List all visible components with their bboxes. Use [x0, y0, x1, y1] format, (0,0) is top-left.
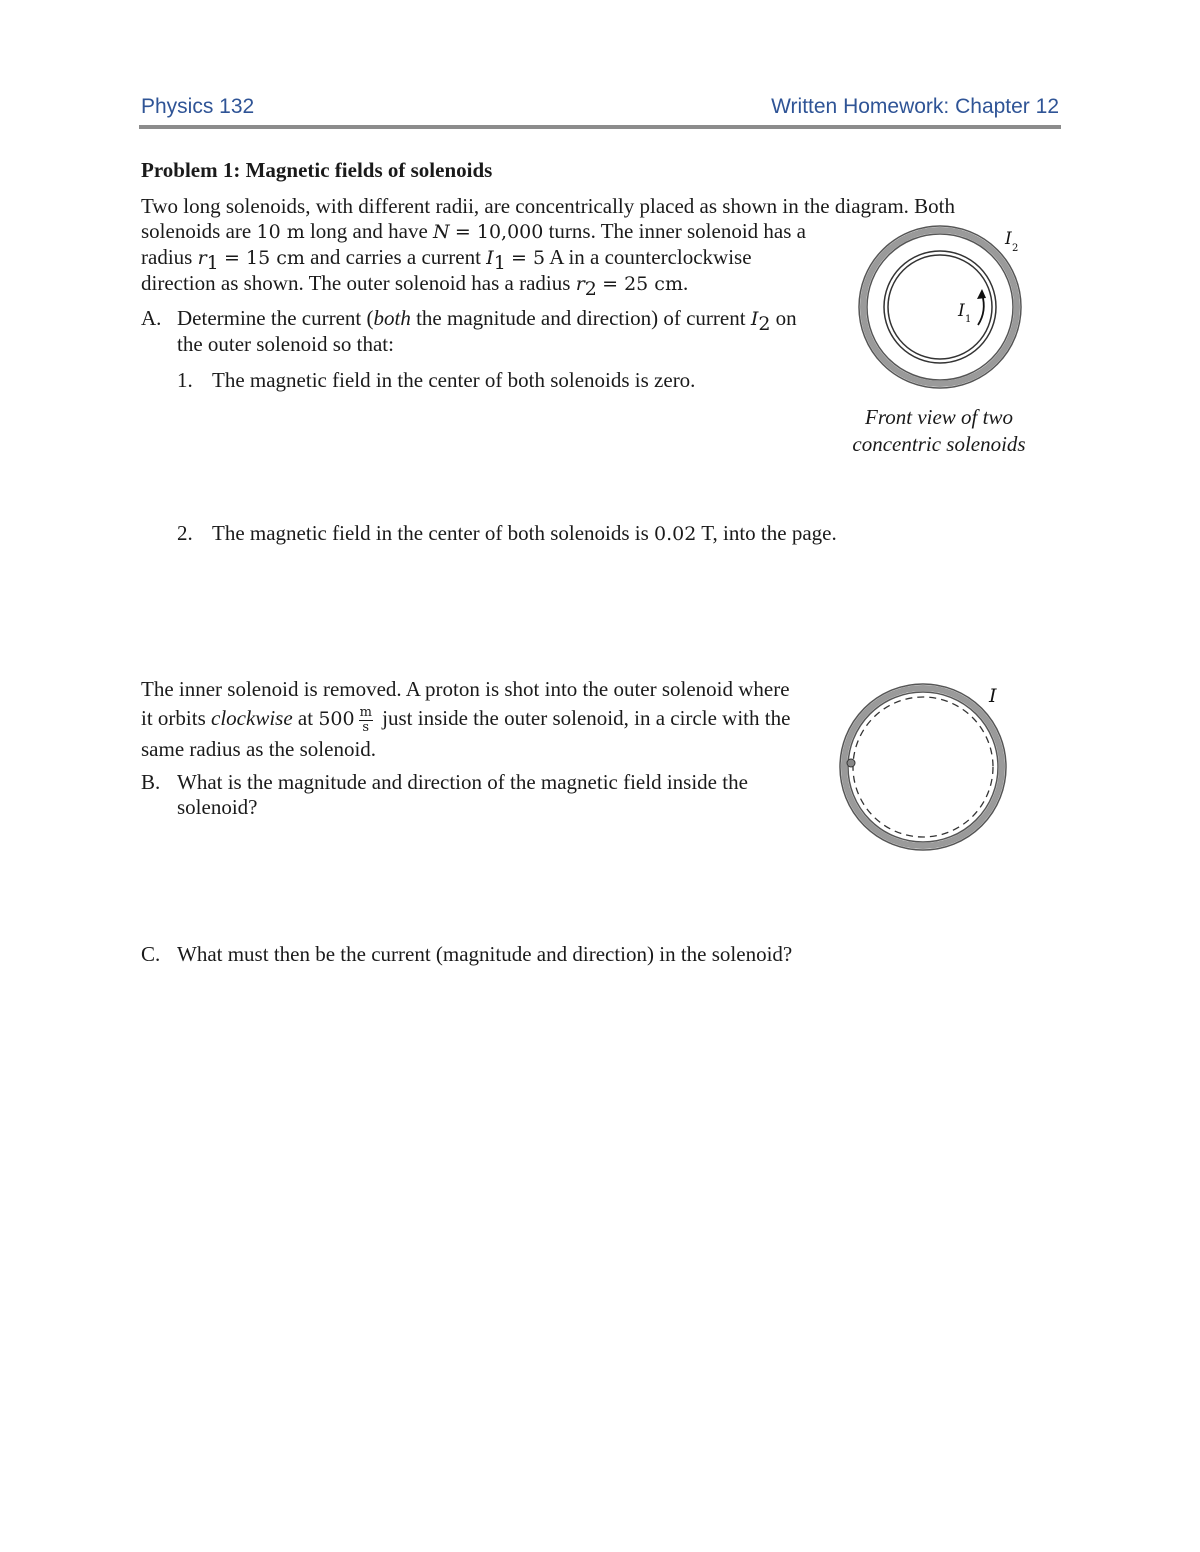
course-title: Physics 132 [141, 95, 255, 118]
outer-solenoid-inner-edge [867, 234, 1013, 380]
figure-caption [838, 404, 1040, 458]
assignment-title: Written Homework: Chapter 12 [771, 95, 1059, 118]
intro-line-4: direction as shown. The outer solenoid has a radius $r_2 = 25$ cm. [141, 271, 689, 301]
proton-paragraph [141, 675, 790, 764]
figure-caption-line-1: Front view of two [865, 405, 1013, 429]
proton-line-2: it orbits clockwise at 500 $\frac{m}{s}$ just inside the outer solenoid, in a circle with the [141, 704, 791, 735]
inner-solenoid [884, 251, 996, 363]
proton-orbit-path [853, 697, 993, 837]
solenoid-current-label: I [989, 685, 997, 707]
outer-current-label: I [1005, 229, 1012, 249]
part-b-label: B. [141, 770, 161, 794]
figure-caption-line-2: concentric solenoids [852, 432, 1026, 456]
solenoid-wall [844, 688, 1002, 846]
part-a-line-1: Determine the current (both the magnitude and direction) of current $I_2$ on [177, 306, 797, 336]
part-a-label: A. [141, 306, 162, 330]
part-c-question: What must then be the current (magnitude and direction) in the solenoid? [177, 942, 793, 966]
speed-unit-fraction: $\frac{m}{s}$ [359, 704, 372, 735]
proton-orbit-figure [830, 675, 1030, 865]
part-c-label: C. [141, 942, 161, 966]
part-a1-label: 1. [177, 368, 193, 392]
proton-line-3: same radius as the solenoid. [141, 736, 377, 761]
part-a2-label: 2. [177, 521, 193, 545]
intro-paragraph [141, 194, 956, 301]
part-a2-question: The magnetic field in the center of both solenoids is 0.02 T, into the page. [212, 521, 837, 545]
proton-line-1: The inner solenoid is removed. A proton is shot into the outer solenoid where [141, 677, 790, 701]
outer-current-subscript: 2 [1012, 243, 1019, 254]
header-divider [139, 125, 1061, 129]
part-b-line-1: What is the magnitude and direction of the magnetic field inside the [177, 770, 748, 794]
proton-icon [847, 759, 855, 767]
problem-title: Problem 1: Magnetic fields of solenoids [141, 158, 493, 182]
part-a1-question: The magnetic field in the center of both solenoids is zero. [212, 368, 696, 392]
inner-current-label: I [958, 301, 965, 321]
part-a-question [177, 306, 797, 357]
intro-line-2: solenoids are 10 m long and have N = 10,000 turns. The inner solenoid has a [141, 219, 806, 243]
outer-solenoid-wall [863, 230, 1017, 384]
solenoid-outer-edge [840, 684, 1006, 850]
concentric-solenoids-figure [840, 215, 1040, 405]
part-a-line-2: the outer solenoid so that: [177, 332, 394, 356]
part-b-line-2: solenoid? [177, 795, 258, 819]
intro-line-3: radius $r_1 = 15$ cm and carries a current $I_1 = 5$ A in a counterclockwise [141, 245, 752, 275]
inner-current-subscript: 1 [965, 314, 972, 325]
inner-solenoid-inner-edge [888, 255, 992, 359]
solenoid-inner-edge [848, 692, 998, 842]
intro-line-1: Two long solenoids, with different radii, are concentrically placed as shown in the diagram. Both [141, 194, 956, 218]
part-b-question [177, 770, 748, 820]
